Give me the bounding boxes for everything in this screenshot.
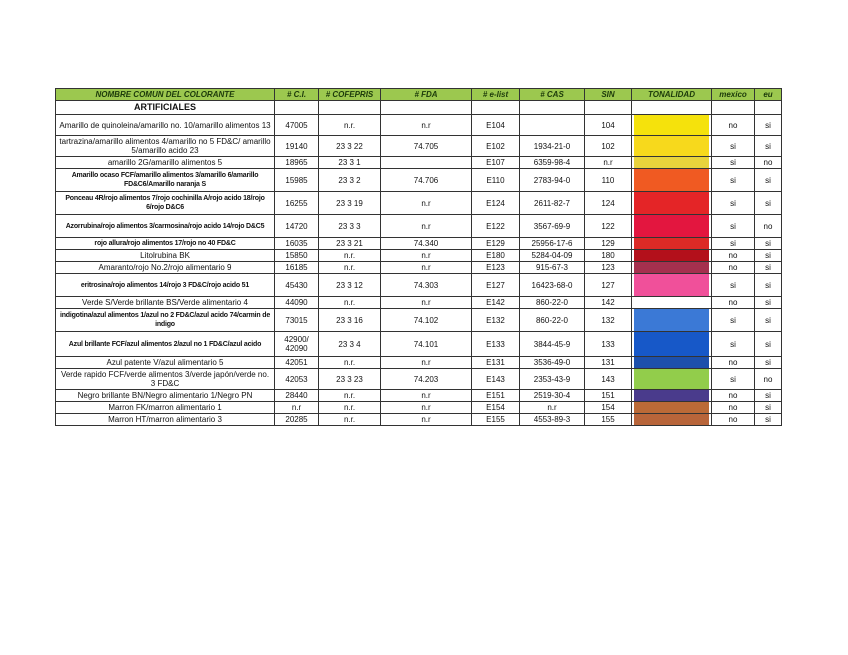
colorant-name: tartrazina/amarillo alimentos 4/amarillo no 5 FD&C/ amarillo 5/amarillo acido 23 xyxy=(56,136,275,157)
cas-number: 860-22-0 xyxy=(520,309,585,332)
cas-number: n.r xyxy=(520,402,585,414)
table-row xyxy=(56,402,782,414)
colorant-name: Azul patente V/azul alimentario 5 xyxy=(56,357,275,369)
sin-number: 104 xyxy=(585,115,632,136)
color-swatch xyxy=(634,215,709,237)
eu-status: si xyxy=(755,357,782,369)
tonalidad-swatch xyxy=(632,192,712,215)
color-swatch xyxy=(634,309,709,331)
header-cas: # CAS xyxy=(520,89,585,101)
elist-code: E154 xyxy=(472,402,520,414)
section-row xyxy=(56,101,782,115)
ci-number: 73015 xyxy=(275,309,319,332)
sin-number: n.r xyxy=(585,157,632,169)
header-sin: SIN xyxy=(585,89,632,101)
elist-code: E131 xyxy=(472,357,520,369)
fda-number xyxy=(381,157,472,169)
fda-number: n.r xyxy=(381,115,472,136)
eu-status: si xyxy=(755,297,782,309)
tonalidad-swatch xyxy=(632,169,712,192)
cas-number: 2783-94-0 xyxy=(520,169,585,192)
tonalidad-swatch xyxy=(632,369,712,390)
eu-status: si xyxy=(755,332,782,357)
cas-number: 2519-30-4 xyxy=(520,390,585,402)
color-swatch xyxy=(634,157,709,168)
cas-number: 5284-04-09 xyxy=(520,250,585,262)
colorant-name: Amarillo de quinoleina/amarillo no. 10/amarillo alimentos 13 xyxy=(56,115,275,136)
header-tonalidad: TONALIDAD xyxy=(632,89,712,101)
colorant-name: rojo allura/rojo alimentos 17/rojo no 40 FD&C xyxy=(56,238,275,250)
eu-status: no xyxy=(755,215,782,238)
header-fda: # FDA xyxy=(381,89,472,101)
tonalidad-swatch xyxy=(632,238,712,250)
section-cell xyxy=(712,101,755,115)
color-swatch xyxy=(634,369,709,389)
tonalidad-swatch xyxy=(632,250,712,262)
eu-status: si xyxy=(755,274,782,297)
table-row xyxy=(56,332,782,357)
colorant-name: Litolrubina BK xyxy=(56,250,275,262)
mexico-status: no xyxy=(712,297,755,309)
color-swatch xyxy=(634,169,709,191)
cas-number: 16423-68-0 xyxy=(520,274,585,297)
header-name: NOMBRE COMUN DEL COLORANTE xyxy=(56,89,275,101)
section-cell xyxy=(585,101,632,115)
eu-status: si xyxy=(755,169,782,192)
cas-number: 2353-43-9 xyxy=(520,369,585,390)
colorants-table xyxy=(55,88,782,426)
cas-number: 6359-98-4 xyxy=(520,157,585,169)
tonalidad-swatch xyxy=(632,309,712,332)
section-cell xyxy=(472,101,520,115)
cofepris-number: 23 3 2 xyxy=(319,169,381,192)
mexico-status: no xyxy=(712,402,755,414)
sin-number: 151 xyxy=(585,390,632,402)
sin-number: 122 xyxy=(585,215,632,238)
cas-number: 1934-21-0 xyxy=(520,136,585,157)
tonalidad-swatch xyxy=(632,262,712,274)
header-elist: # e-list xyxy=(472,89,520,101)
color-swatch xyxy=(634,402,709,413)
colorant-name: Marron HT/marron alimentario 3 xyxy=(56,414,275,426)
cas-number: 4553-89-3 xyxy=(520,414,585,426)
colorant-name: Verde S/Verde brillante BS/Verde alimentario 4 xyxy=(56,297,275,309)
header-eu: eu xyxy=(755,89,782,101)
cas-number: 2611-82-7 xyxy=(520,192,585,215)
table-row xyxy=(56,390,782,402)
fda-number: n.r xyxy=(381,414,472,426)
tonalidad-swatch xyxy=(632,136,712,157)
ci-number: 28440 xyxy=(275,390,319,402)
sin-number: 131 xyxy=(585,357,632,369)
elist-code: E129 xyxy=(472,238,520,250)
sin-number: 124 xyxy=(585,192,632,215)
mexico-status: no xyxy=(712,115,755,136)
eu-status: si xyxy=(755,250,782,262)
cofepris-number: n.r. xyxy=(319,297,381,309)
eu-status: si xyxy=(755,402,782,414)
table-row xyxy=(56,215,782,238)
header-ci: # C.I. xyxy=(275,89,319,101)
cofepris-number: n.r. xyxy=(319,414,381,426)
ci-number: 16255 xyxy=(275,192,319,215)
tonalidad-swatch xyxy=(632,390,712,402)
tonalidad-swatch xyxy=(632,402,712,414)
cofepris-number: n.r. xyxy=(319,262,381,274)
tonalidad-swatch xyxy=(632,157,712,169)
sin-number: 155 xyxy=(585,414,632,426)
ci-number: 20285 xyxy=(275,414,319,426)
tonalidad-swatch xyxy=(632,215,712,238)
colorant-name: Negro brillante BN/Negro alimentario 1/Negro PN xyxy=(56,390,275,402)
sin-number: 143 xyxy=(585,369,632,390)
cas-number: 860-22-0 xyxy=(520,297,585,309)
mexico-status: no xyxy=(712,250,755,262)
elist-code: E142 xyxy=(472,297,520,309)
color-swatch xyxy=(634,115,709,135)
mexico-status: si xyxy=(712,169,755,192)
color-swatch xyxy=(634,136,709,156)
fda-number: n.r xyxy=(381,390,472,402)
ci-number: 16035 xyxy=(275,238,319,250)
ci-number: n.r xyxy=(275,402,319,414)
sin-number: 154 xyxy=(585,402,632,414)
ci-number: 14720 xyxy=(275,215,319,238)
section-label: ARTIFICIALES xyxy=(56,101,275,115)
cofepris-number: 23 3 21 xyxy=(319,238,381,250)
color-swatch xyxy=(634,357,709,368)
mexico-status: si xyxy=(712,332,755,357)
cofepris-number: n.r. xyxy=(319,357,381,369)
fda-number: 74.705 xyxy=(381,136,472,157)
mexico-status: no xyxy=(712,414,755,426)
colorant-name: Amarillo ocaso FCF/amarillo alimentos 3/amarillo 6/amarillo FD&C6/Amarillo naranja S xyxy=(56,169,275,192)
tonalidad-swatch xyxy=(632,297,712,309)
table-row xyxy=(56,250,782,262)
sin-number: 102 xyxy=(585,136,632,157)
mexico-status: no xyxy=(712,357,755,369)
ci-number: 18965 xyxy=(275,157,319,169)
elist-code: E127 xyxy=(472,274,520,297)
colorant-name: indigotina/azul alimentos 1/azul no 2 FD&C/azul acido 74/carmin de indigo xyxy=(56,309,275,332)
table-row xyxy=(56,309,782,332)
elist-code: E124 xyxy=(472,192,520,215)
mexico-status: no xyxy=(712,262,755,274)
ci-number: 42053 xyxy=(275,369,319,390)
table-row xyxy=(56,192,782,215)
tonalidad-swatch xyxy=(632,414,712,426)
cofepris-number: 23 3 23 xyxy=(319,369,381,390)
table-row xyxy=(56,369,782,390)
ci-number: 42900/ 42090 xyxy=(275,332,319,357)
elist-code: E122 xyxy=(472,215,520,238)
colorant-name: amarillo 2G/amarillo alimentos 5 xyxy=(56,157,275,169)
cofepris-number: n.r. xyxy=(319,390,381,402)
eu-status: si xyxy=(755,192,782,215)
eu-status: no xyxy=(755,157,782,169)
elist-code: E104 xyxy=(472,115,520,136)
mexico-status: si xyxy=(712,309,755,332)
fda-number: n.r xyxy=(381,262,472,274)
ci-number: 16185 xyxy=(275,262,319,274)
color-swatch xyxy=(634,390,709,401)
mexico-status: si xyxy=(712,369,755,390)
cofepris-number: 23 3 12 xyxy=(319,274,381,297)
fda-number: n.r xyxy=(381,357,472,369)
sin-number: 127 xyxy=(585,274,632,297)
mexico-status: si xyxy=(712,157,755,169)
colorant-name: Amaranto/rojo No.2/rojo alimentario 9 xyxy=(56,262,275,274)
section-cell xyxy=(755,101,782,115)
cofepris-number: 23 3 3 xyxy=(319,215,381,238)
eu-status: si xyxy=(755,238,782,250)
color-swatch xyxy=(634,250,709,261)
fda-number: 74.203 xyxy=(381,369,472,390)
table-row xyxy=(56,238,782,250)
table-row xyxy=(56,262,782,274)
elist-code: E107 xyxy=(472,157,520,169)
color-swatch xyxy=(634,192,709,214)
cofepris-number: n.r. xyxy=(319,402,381,414)
eu-status: si xyxy=(755,309,782,332)
mexico-status: si xyxy=(712,136,755,157)
cas-number xyxy=(520,115,585,136)
fda-number: n.r xyxy=(381,402,472,414)
mexico-status: si xyxy=(712,238,755,250)
fda-number: n.r xyxy=(381,192,472,215)
cofepris-number: 23 3 1 xyxy=(319,157,381,169)
tonalidad-swatch xyxy=(632,332,712,357)
color-swatch xyxy=(634,297,709,308)
fda-number: 74.101 xyxy=(381,332,472,357)
section-cell xyxy=(275,101,319,115)
header-mexico: mexico xyxy=(712,89,755,101)
tonalidad-swatch xyxy=(632,274,712,297)
cofepris-number: 23 3 4 xyxy=(319,332,381,357)
cofepris-number: n.r. xyxy=(319,250,381,262)
fda-number: n.r xyxy=(381,297,472,309)
cofepris-number: 23 3 22 xyxy=(319,136,381,157)
elist-code: E133 xyxy=(472,332,520,357)
sin-number: 133 xyxy=(585,332,632,357)
color-swatch xyxy=(634,414,709,425)
eu-status: si xyxy=(755,136,782,157)
tonalidad-swatch xyxy=(632,115,712,136)
cas-number: 3536-49-0 xyxy=(520,357,585,369)
elist-code: E110 xyxy=(472,169,520,192)
fda-number: 74.706 xyxy=(381,169,472,192)
section-cell xyxy=(381,101,472,115)
eu-status: si xyxy=(755,262,782,274)
sin-number: 110 xyxy=(585,169,632,192)
mexico-status: si xyxy=(712,274,755,297)
ci-number: 19140 xyxy=(275,136,319,157)
ci-number: 47005 xyxy=(275,115,319,136)
sin-number: 123 xyxy=(585,262,632,274)
mexico-status: no xyxy=(712,390,755,402)
table-row xyxy=(56,297,782,309)
sin-number: 129 xyxy=(585,238,632,250)
table-row xyxy=(56,169,782,192)
eu-status: si xyxy=(755,390,782,402)
elist-code: E132 xyxy=(472,309,520,332)
table-row xyxy=(56,274,782,297)
colorant-name: Ponceau 4R/rojo alimentos 7/rojo cochinilla A/rojo acido 18/rojo 6/rojo D&C6 xyxy=(56,192,275,215)
ci-number: 15850 xyxy=(275,250,319,262)
fda-number: 74.340 xyxy=(381,238,472,250)
color-swatch xyxy=(634,332,709,356)
elist-code: E102 xyxy=(472,136,520,157)
eu-status: si xyxy=(755,115,782,136)
ci-number: 42051 xyxy=(275,357,319,369)
elist-code: E123 xyxy=(472,262,520,274)
section-cell xyxy=(319,101,381,115)
sin-number: 132 xyxy=(585,309,632,332)
section-cell xyxy=(520,101,585,115)
ci-number: 15985 xyxy=(275,169,319,192)
cofepris-number: 23 3 16 xyxy=(319,309,381,332)
ci-number: 44090 xyxy=(275,297,319,309)
eu-status: si xyxy=(755,414,782,426)
table-row xyxy=(56,115,782,136)
sin-number: 180 xyxy=(585,250,632,262)
sin-number: 142 xyxy=(585,297,632,309)
eu-status: no xyxy=(755,369,782,390)
colorant-name: eritrosina/rojo alimentos 14/rojo 3 FD&C/rojo acido 51 xyxy=(56,274,275,297)
cas-number: 915-67-3 xyxy=(520,262,585,274)
fda-number: 74.102 xyxy=(381,309,472,332)
cofepris-number: n.r. xyxy=(319,115,381,136)
colorant-name: Azorrubina/rojo alimentos 3/carmosina/rojo acido 14/rojo D&C5 xyxy=(56,215,275,238)
mexico-status: si xyxy=(712,215,755,238)
mexico-status: si xyxy=(712,192,755,215)
table-row xyxy=(56,357,782,369)
fda-number: 74.303 xyxy=(381,274,472,297)
colorant-name: Verde rapido FCF/verde alimentos 3/verde japón/verde no. 3 FD&C xyxy=(56,369,275,390)
section-cell xyxy=(632,101,712,115)
table-row xyxy=(56,414,782,426)
colorant-name: Marron FK/marron alimentario 1 xyxy=(56,402,275,414)
elist-code: E151 xyxy=(472,390,520,402)
cas-number: 25956-17-6 xyxy=(520,238,585,250)
fda-number: n.r xyxy=(381,250,472,262)
header-row xyxy=(56,89,782,101)
cofepris-number: 23 3 19 xyxy=(319,192,381,215)
color-swatch xyxy=(634,238,709,249)
tonalidad-swatch xyxy=(632,357,712,369)
colorant-name: Azul brillante FCF/azul alimentos 2/azul no 1 FD&C/azul acido xyxy=(56,332,275,357)
elist-code: E155 xyxy=(472,414,520,426)
color-swatch xyxy=(634,274,709,296)
elist-code: E180 xyxy=(472,250,520,262)
fda-number: n.r xyxy=(381,215,472,238)
elist-code: E143 xyxy=(472,369,520,390)
table-row xyxy=(56,136,782,157)
ci-number: 45430 xyxy=(275,274,319,297)
color-swatch xyxy=(634,262,709,273)
table-row xyxy=(56,157,782,169)
header-cofepris: # COFEPRIS xyxy=(319,89,381,101)
cas-number: 3567-69-9 xyxy=(520,215,585,238)
spreadsheet-area xyxy=(55,88,782,426)
cas-number: 3844-45-9 xyxy=(520,332,585,357)
